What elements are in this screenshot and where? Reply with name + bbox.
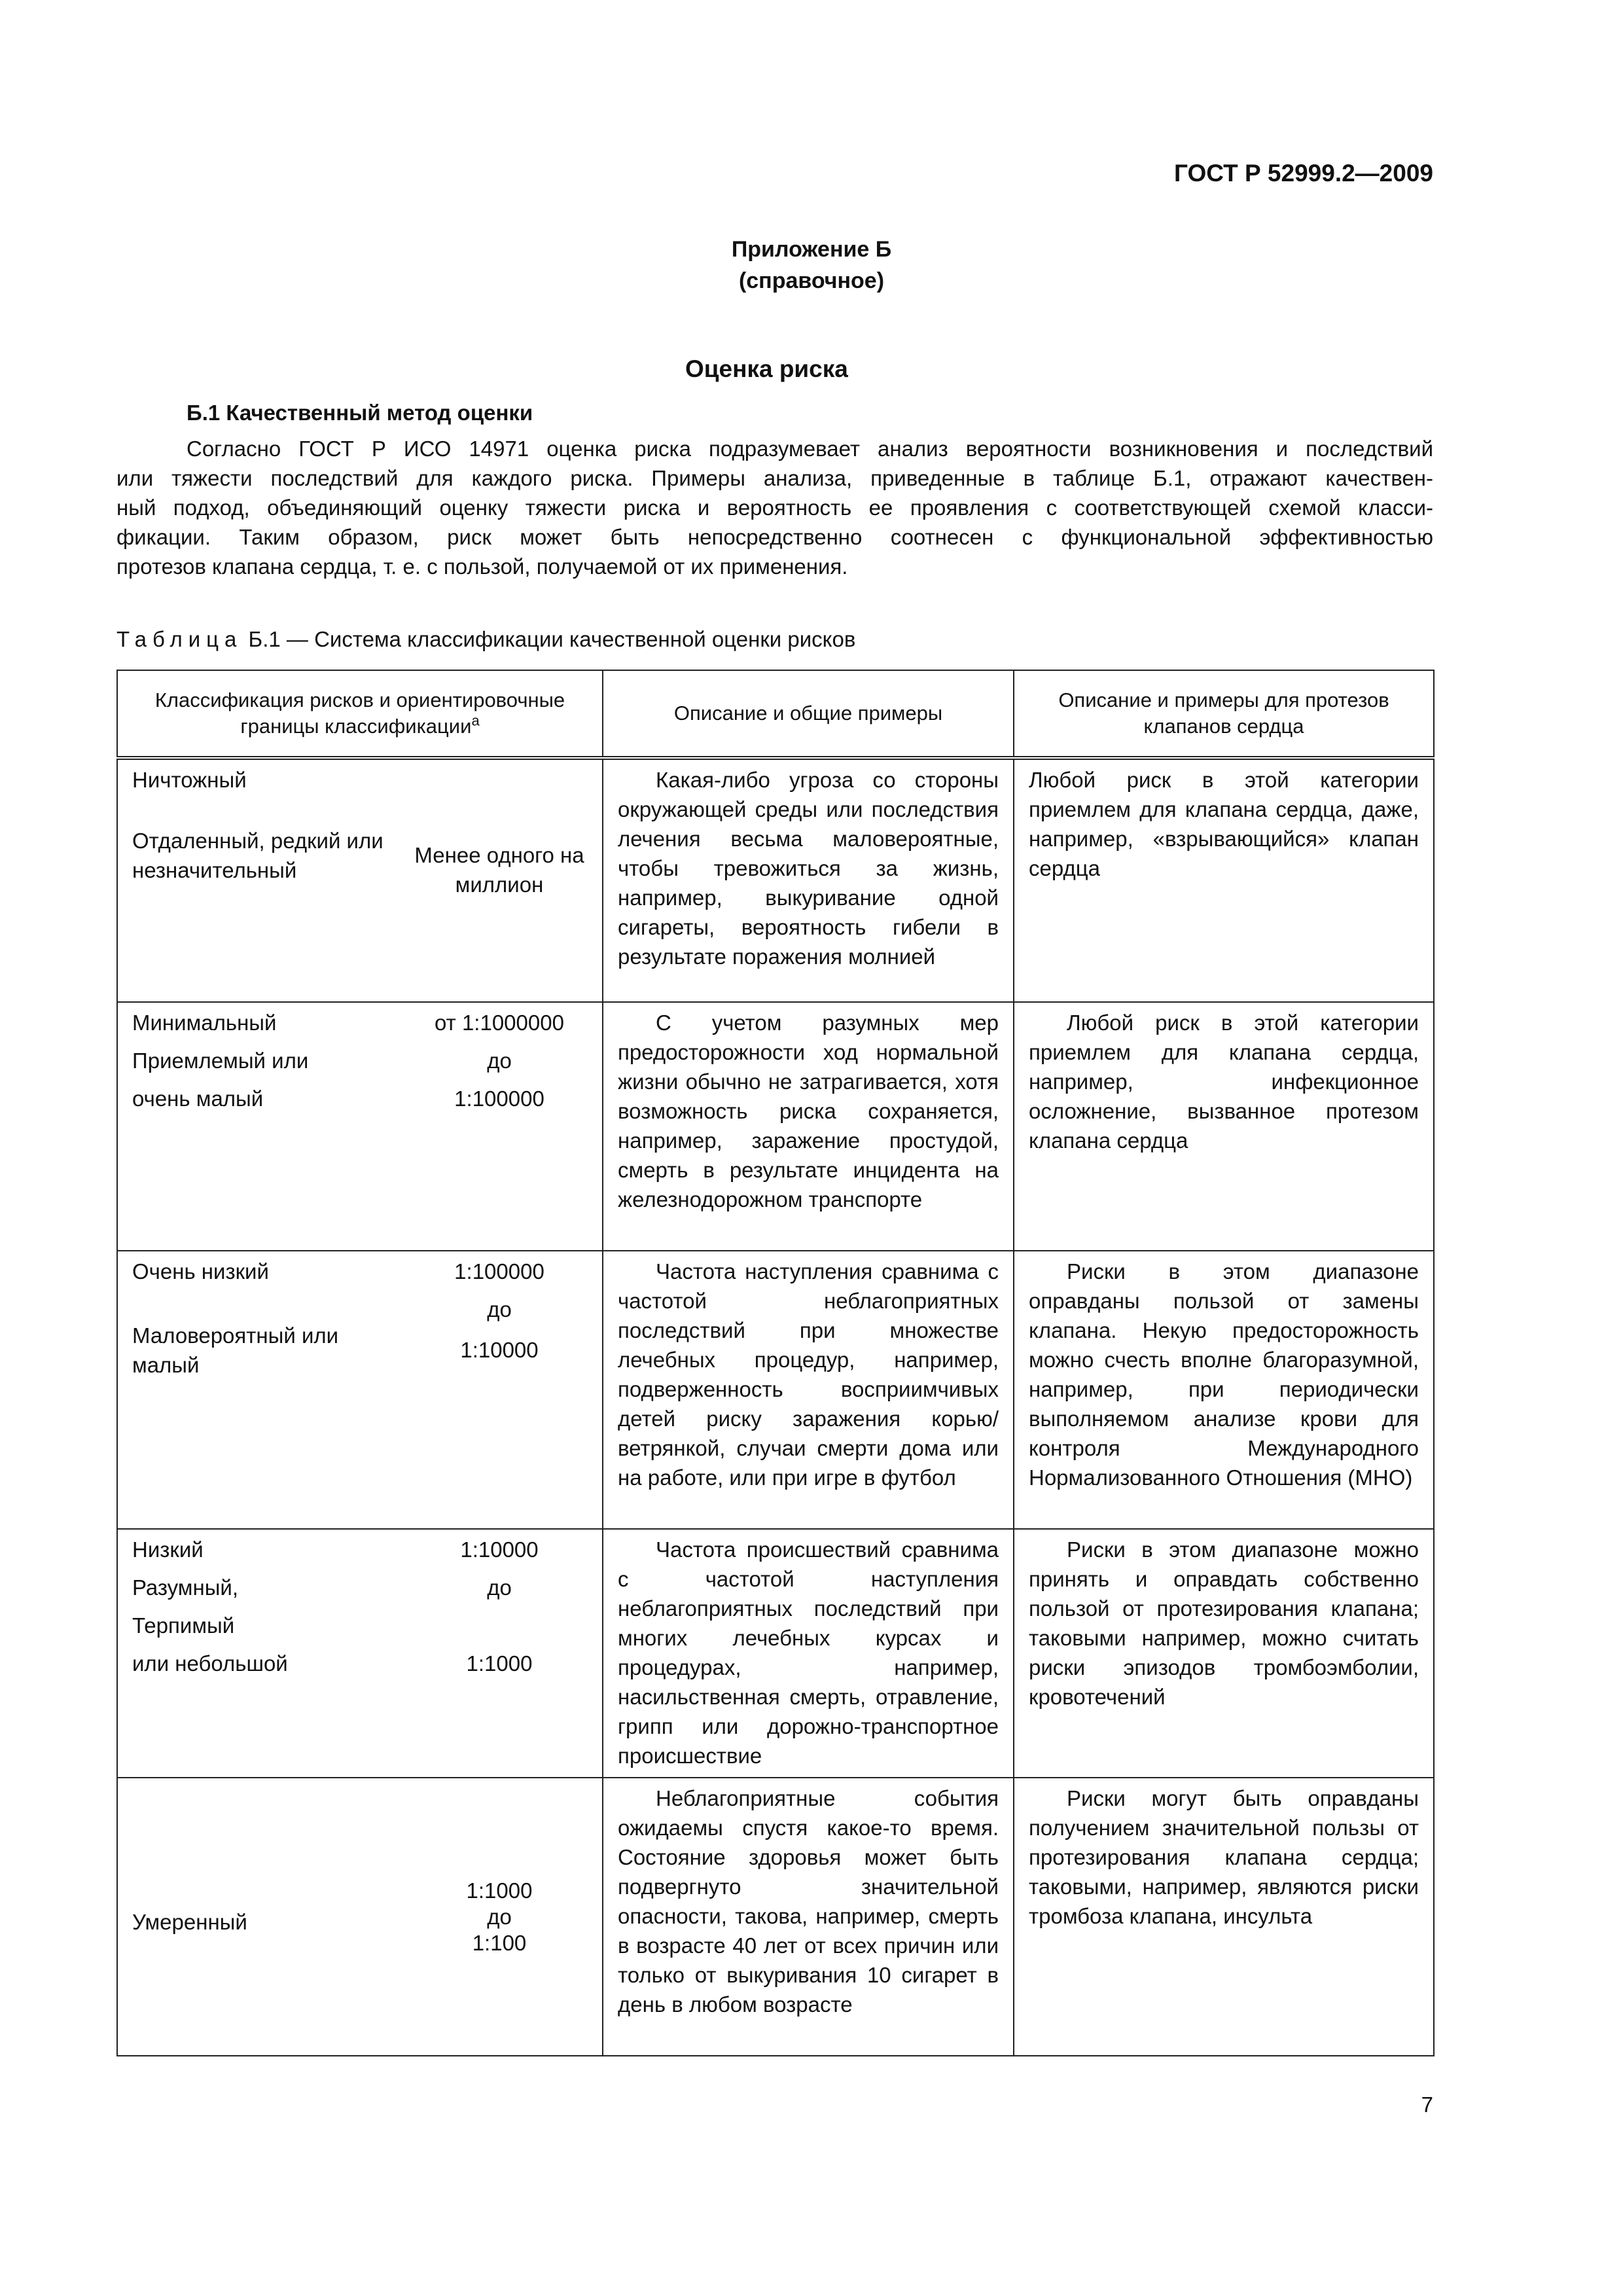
table-row bbox=[117, 1002, 1434, 1251]
heart-valve-cell: Риски могут быть оправданы получением значительной пользы от протезирования клапана сердца; таковыми, например, являются риски тромбоза клапана, инсульта bbox=[1014, 1778, 1434, 2056]
classification-line: Разумный, до bbox=[132, 1575, 512, 1600]
classification-cell bbox=[117, 1778, 603, 2056]
header-heart-valve: Описание и примеры для протезов клапанов сердца bbox=[1014, 670, 1434, 758]
classification-line: Терпимый bbox=[132, 1613, 235, 1638]
classification-line: до bbox=[487, 1297, 512, 1321]
classification-line: Маловероятный или малый 1:10000 bbox=[132, 1323, 539, 1377]
classification-line: Приемлемый или до bbox=[132, 1049, 512, 1073]
table-row bbox=[117, 1778, 1434, 2056]
classification-line: Умеренный 1:1000 до 1:100 bbox=[132, 1878, 533, 1955]
table-row bbox=[117, 1251, 1434, 1529]
classification-cell bbox=[117, 1529, 603, 1778]
body-paragraph bbox=[116, 434, 1433, 581]
description-cell: Неблагоприятные события ожидаемы спустя какое-то время. Состояние здоровья может быть подвергнуто значительной опасности, такова, например, смерть в возрасте 40 лет от всех причин или только от выкуривания 10 сигарет в день в любом возрасте bbox=[603, 1778, 1014, 2056]
table-row bbox=[117, 1529, 1434, 1778]
paragraph-line: протезов клапана сердца, т. е. с пользой, получаемой от их применения. bbox=[116, 554, 848, 579]
heart-valve-cell: Риски в этом диапазоне можно принять и оправдать собственно пользой от протезирования клапана; таковыми например, можно считать риски эпизодов тромбоэмболии, кровотечений bbox=[1014, 1529, 1434, 1778]
classification-sub: Отдаленный, редкий или незначительный bbox=[132, 829, 383, 882]
description-cell: Частота происшествий сравнима с частотой наступления неблагоприятных последствий при многих лечебных курсах и процедурах, например, насильственная смерть, отравление, грипп или дорожно-транспортное происшествие bbox=[603, 1529, 1014, 1778]
appendix-label: Приложение Б bbox=[731, 237, 892, 262]
classification-cell bbox=[117, 758, 603, 1002]
description-cell: С учетом разумных мер предосторожности ход нормальной жизни обычно не затрагивается, хотя возможность риска сохраняется, например, заражение простудой, смерть в результате инцидента на железнодорожном транспорте bbox=[603, 1002, 1014, 1251]
classification-line: Минимальный от 1:1000000 bbox=[132, 1011, 564, 1035]
heart-valve-cell: Риски в этом диапазоне оправданы пользой от замены клапана. Некую предосторожность можно счесть вполне благоразумной, например, при периодически выполняемом анализе крови для контроля Международного Нормализованного Отношения (МНО) bbox=[1014, 1251, 1434, 1529]
paragraph-line: или тяжести последствий для каждого риска. Примеры анализа, приведенные в таблице Б.1, отражают качествен- bbox=[116, 466, 1433, 490]
table-caption-text: Б.1 — Система классификации качественной оценки рисков bbox=[242, 627, 856, 651]
heart-valve-cell: Любой риск в этой категории приемлем для клапана сердца, например, инфекционное осложнение, вызванное протезом клапана сердца bbox=[1014, 1002, 1434, 1251]
table-caption bbox=[116, 627, 855, 652]
description-cell: Какая-либо угроза со стороны окружающей среды или последствия лечения весьма маловероятные, чтобы тревожиться за жизнь, например, выкуривание одной сигареты, вероятность гибели в результате поражения молнией bbox=[603, 758, 1014, 1002]
classification-line: очень малый 1:100000 bbox=[132, 1086, 544, 1111]
header-classification: Классификация рисков и ориентировочные границы классификации$^а$ bbox=[117, 670, 603, 758]
appendix-type: (справочное) bbox=[738, 268, 885, 293]
section-heading: Б.1 Качественный метод оценки bbox=[187, 401, 533, 425]
page-number: 7 bbox=[1421, 2092, 1433, 2117]
appendix-heading bbox=[0, 234, 1623, 296]
standard-number: ГОСТ Р 52999.2—2009 bbox=[1174, 160, 1433, 187]
classification-bound: Менее одного на миллион bbox=[414, 843, 584, 897]
classification-line: Низкий 1:10000 bbox=[132, 1537, 539, 1562]
classification-line: Очень низкий 1:100000 bbox=[132, 1259, 544, 1283]
classification-line: или небольшой 1:1000 bbox=[132, 1651, 533, 1676]
classification-cell bbox=[117, 1251, 603, 1529]
table-caption-prefix: Таблица bbox=[116, 627, 243, 651]
paragraph-line: Согласно ГОСТ Р ИСО 14971 оценка риска подразумевает анализ вероятности возникновения и последствий bbox=[187, 437, 1433, 461]
paragraph-line: фикации. Таким образом, риск может быть непосредственно соотнесен с функциональной эффективностью bbox=[116, 525, 1433, 549]
description-cell: Частота наступления сравнима с частотой неблагоприятных последствий при множестве лечебных процедур, например, подверженность восприимчивых детей риску заражения корью/ветрянкой, случаи смерти дома или на работе, или при игре в футбол bbox=[603, 1251, 1014, 1529]
page-title: Оценка риска bbox=[685, 355, 848, 382]
paragraph-line: ный подход, объединяющий оценку тяжести риска и вероятность ее проявления с соответствующей схемой класси- bbox=[116, 495, 1433, 520]
classification-name: Ничтожный bbox=[132, 768, 247, 792]
classification-cell bbox=[117, 1002, 603, 1251]
classification-line bbox=[132, 826, 588, 899]
header-description: Описание и общие примеры bbox=[603, 670, 1014, 758]
table-row bbox=[117, 758, 1434, 1002]
heart-valve-cell: Любой риск в этой категории приемлем для клапана сердца, даже, например, «взрывающийся» клапан сердца bbox=[1014, 758, 1434, 1002]
risk-classification-table bbox=[116, 670, 1435, 2056]
table-header-row bbox=[117, 670, 1434, 758]
